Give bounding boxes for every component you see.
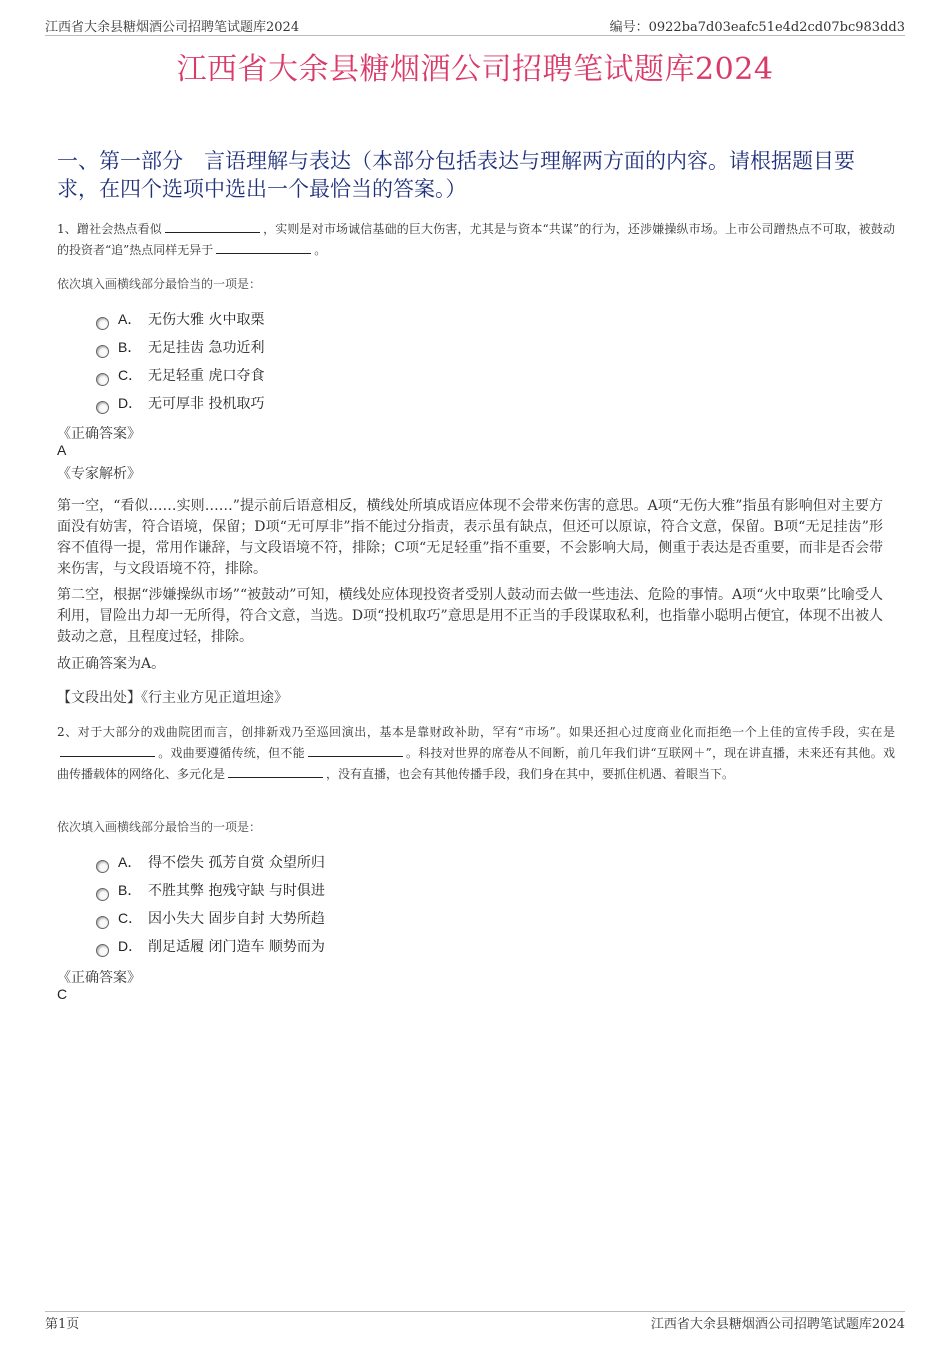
option-text: 无足轻重 虎口夺食 (148, 368, 265, 384)
q1-analysis-paragraph-2: 第二空，根据“涉嫌操纵市场”“被鼓动”可知，横线处应体现投资者受别人鼓动而去做一些违法、危险的事情。A项“火中取栗”比喻受人利用，冒险出力却一无所得，符合文意，当选。D项“投机取巧”意思是用不正当的手段谋取私利，也指靠小聪明占便宜，体现不出被人鼓动之意，且程度过轻，排除。 (57, 587, 883, 645)
header-doc-id: 编号：0922ba7d03eafc51e4d2cd07bc983dd3 (609, 20, 905, 35)
option-letter: B． (118, 339, 142, 355)
q2-answer: C (57, 986, 68, 1002)
q1-option-a[interactable] (96, 309, 264, 329)
q1-answer: A (57, 442, 67, 458)
option-letter: D． (118, 938, 143, 954)
footer-doc-title: 江西省大余县糖烟酒公司招聘笔试题库2024 (650, 1317, 905, 1332)
fill-blank (228, 764, 323, 778)
radio-button-icon[interactable] (96, 373, 109, 386)
q2-text-part: 2、对于大部分的戏曲院团而言，创排新戏乃至巡回演出，基本是靠财政补助，罕有“市场”。如果还担心过度商业化而拒绝一个上佳的宣传手段，实在是 (57, 725, 895, 739)
option-letter: A． (118, 311, 142, 327)
option-letter: A． (118, 854, 142, 870)
q2-option-b[interactable] (96, 880, 325, 900)
q2-option-d[interactable] (96, 936, 325, 956)
q2-text-part: 。科技对世界的席卷从不间断，前几年我们讲“互联网＋”，现在讲直播，未来还有其他。戏曲传播载体的网络化、多元化是 (57, 746, 895, 781)
fill-blank (165, 219, 260, 233)
option-text: 削足适履 闭门造车 顺势而为 (148, 939, 325, 955)
header-divider (45, 35, 905, 36)
page-title: 江西省大余县糖烟酒公司招聘笔试题库2024 (176, 52, 774, 87)
radio-button-icon[interactable] (96, 944, 109, 957)
q1-text-part: ，实则是对市场诚信基础的巨大伤害，尤其是与资本“共谋”的行为，还涉嫌操纵市场。上市公司蹭热点不可取，被鼓动的投资者“追”热点同样无异于 (57, 222, 896, 257)
q1-analysis-label: 《专家解析》 (57, 466, 141, 482)
q2-option-c[interactable] (96, 908, 325, 928)
q1-prompt: 依次填入画横线部分最恰当的一项是： (57, 277, 262, 291)
question-2-stem (57, 722, 895, 785)
q1-conclusion: 故正确答案为A。 (57, 656, 166, 672)
radio-button-icon[interactable] (96, 317, 109, 330)
option-letter: B． (118, 882, 142, 898)
option-text: 无伤大雅 火中取栗 (148, 312, 265, 328)
q1-analysis-paragraph-1: 第一空，“看似……实则……”提示前后语意相反，横线处所填成语应体现不会带来伤害的意思。A项“无伤大雅”指虽有影响但对主要方面没有妨害，符合语境，保留；D项“无可厚非”指不能过分指责，表示虽有缺点，但还可以原谅，符合文意，保留。B项“无足挂齿”形容不值得一提，常用作谦辞，与文段语境不符，排除；C项“无足轻重”指不重要，不会影响大局，侧重于表达是否重要，而非是否会带来伤害，与文段语境不符，排除。 (57, 498, 883, 577)
q1-text-part: 。 (314, 243, 327, 257)
q1-source: 【文段出处】《行主业方见正道坦途》 (57, 690, 288, 706)
radio-button-icon[interactable] (96, 916, 109, 929)
page-number: 第1页 (45, 1317, 80, 1332)
page-header (45, 16, 905, 34)
header-doc-title: 江西省大余县糖烟酒公司招聘笔试题库2024 (45, 20, 300, 35)
option-text: 得不偿失 孤芳自赏 众望所归 (148, 855, 325, 871)
option-text: 因小失大 固步自封 大势所趋 (148, 911, 325, 927)
section-heading: 一、第一部分 言语理解与表达（本部分包括表达与理解两方面的内容。请根据题目要求，在四个选项中选出一个最恰当的答案。） (57, 149, 855, 201)
q2-text-part: ，没有直播，也会有其他传播手段，我们身在其中，要抓住机遇、着眼当下。 (326, 767, 735, 781)
question-1-stem (57, 219, 895, 261)
option-letter: C． (118, 367, 143, 383)
radio-button-icon[interactable] (96, 345, 109, 358)
option-letter: D． (118, 395, 143, 411)
page-footer (45, 1313, 905, 1331)
q2-prompt: 依次填入画横线部分最恰当的一项是： (57, 820, 262, 834)
option-letter: C． (118, 910, 143, 926)
q2-answer-label: 《正确答案》 (57, 970, 141, 986)
q1-option-b[interactable] (96, 337, 264, 357)
option-text: 无可厚非 投机取巧 (148, 396, 265, 412)
fill-blank (60, 743, 155, 757)
radio-button-icon[interactable] (96, 860, 109, 873)
footer-divider (45, 1311, 905, 1312)
option-text: 无足挂齿 急功近利 (148, 340, 265, 356)
q1-text-part: 1、蹭社会热点看似 (57, 222, 162, 236)
option-text: 不胜其弊 抱残守缺 与时俱进 (148, 883, 325, 899)
q2-option-a[interactable] (96, 852, 325, 872)
q1-answer-label: 《正确答案》 (57, 426, 141, 442)
radio-button-icon[interactable] (96, 888, 109, 901)
q2-text-part: 。戏曲要遵循传统，但不能 (158, 746, 305, 760)
q1-option-c[interactable] (96, 365, 264, 385)
fill-blank (216, 240, 311, 254)
q1-option-d[interactable] (96, 393, 264, 413)
radio-button-icon[interactable] (96, 401, 109, 414)
fill-blank (308, 743, 403, 757)
